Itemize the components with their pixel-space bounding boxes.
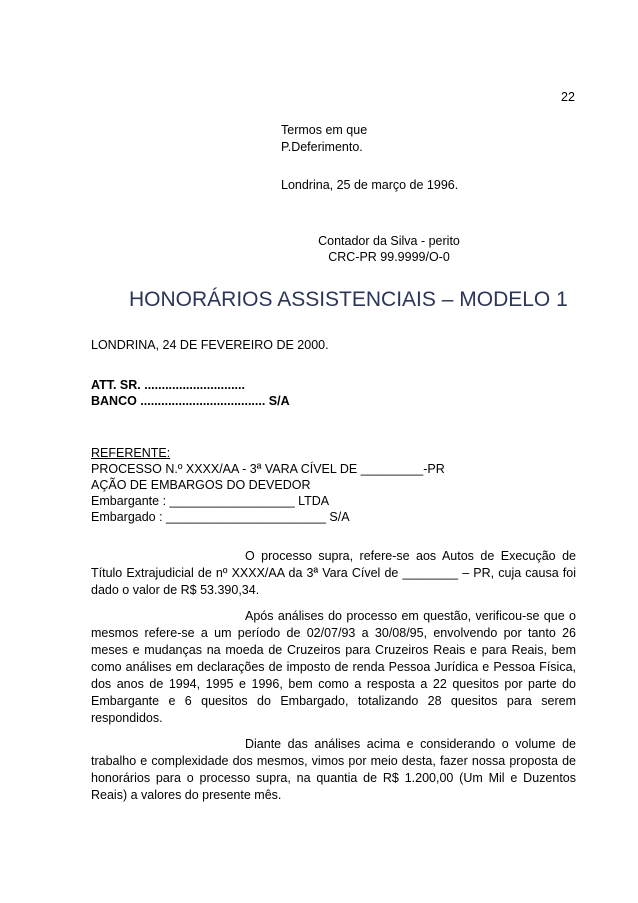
document-title: HONORÁRIOS ASSISTENCIAIS – MODELO 1: [129, 288, 568, 311]
paragraph-text: Diante das análises acima e considerando o volume de trabalho e complexidade dos mesmos, vimos por meio desta, fazer nossa proposta de honorários para o processo supra, na quantia de R$ 1.200,00 (Um Mil e Duzentos Reais) a valores do presente mês.: [91, 737, 576, 802]
signature-name: Contador da Silva - perito: [318, 234, 460, 248]
signature-registration: CRC-PR 99.9999/O-0: [328, 250, 450, 264]
place-date-line: Londrina, 25 de março de 1996.: [281, 178, 459, 192]
date-line: LONDRINA, 24 DE FEVEREIRO DE 2000.: [91, 338, 329, 352]
closing-line-1: Termos em que: [281, 123, 368, 137]
reference-embargante: Embargante : __________________ LTDA: [91, 494, 330, 508]
paragraph-text: O processo supra, refere-se aos Autos de Execução de Título Extrajudicial de nº XXXX/AA da 3ª Vara Cível de ________ – PR, cuja causa foi dado o valor de R$ 53.390,34.: [91, 549, 576, 597]
reference-process: PROCESSO N.º XXXX/AA - 3ª VARA CÍVEL DE _________-PR: [91, 462, 445, 476]
body-paragraph-1: [91, 548, 576, 599]
addressee-bank: BANCO .................................... S/A: [91, 394, 290, 408]
closing-line-2: P.Deferimento.: [281, 140, 363, 154]
addressee-att: ATT. SR. .............................: [91, 378, 245, 392]
page-number: 22: [561, 90, 575, 104]
reference-action: AÇÃO DE EMBARGOS DO DEVEDOR: [91, 478, 311, 492]
body-paragraph-3: [91, 736, 576, 804]
reference-label: REFERENTE:: [91, 446, 171, 460]
paragraph-text: Após análises do processo em questão, verificou-se que o mesmos refere-se a um período de 02/07/93 a 30/08/95, envolvendo por tanto 26 meses e mudanças na moeda de Cruzeiros para Cruzeiros Reais e para Reais, bem como análises em declarações de imposto de renda Pessoa Jurídica e Pessoa Física, dos anos de 1994, 1995 e 1996, bem como a resposta a 22 quesitos por parte do Embargante e 6 quesitos do Embargado, totalizando 28 quesitos para serem respondidos.: [91, 609, 576, 725]
body-paragraph-2: [91, 608, 576, 727]
reference-embargado: Embargado : _______________________ S/A: [91, 510, 350, 524]
